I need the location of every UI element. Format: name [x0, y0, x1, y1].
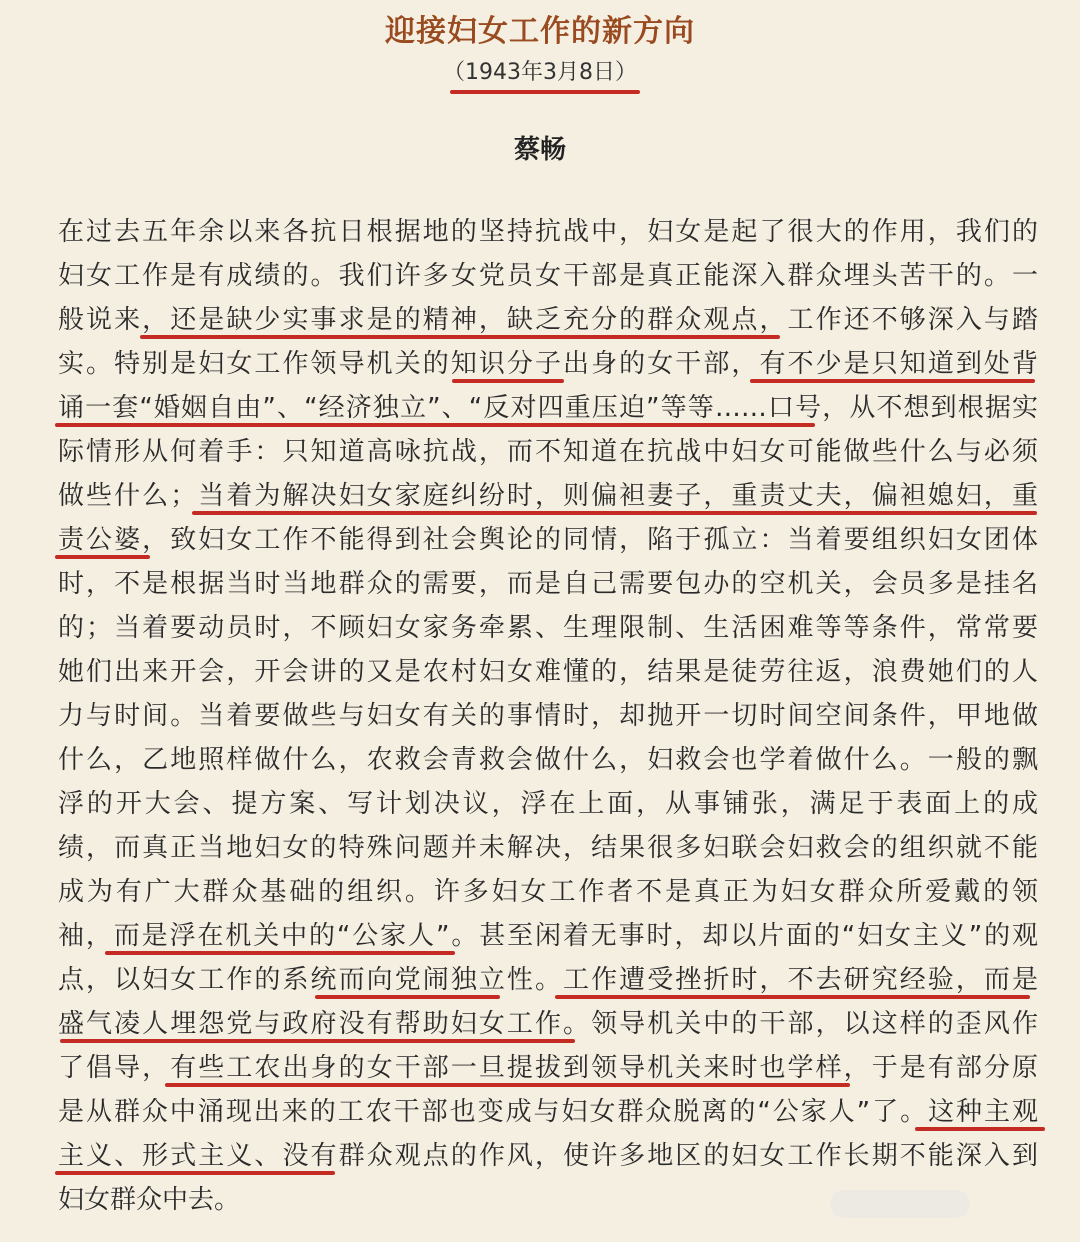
underline-mark [165, 1083, 850, 1087]
paragraph-line: 了倡导，有些工农出身的女干部一旦提拔到领导机关来时也学样，于是有部分原 [58, 1053, 1038, 1083]
paragraph-line: 盛气凌人埋怨党与政府没有帮助妇女工作。领导机关中的干部，以这样的歪风作 [58, 1009, 1038, 1039]
paragraph-line: 诵一套“婚姻自由”、“经济独立”、“反对四重压迫”等等……口号，从不想到根据实 [58, 393, 1038, 423]
underline-mark [140, 335, 780, 339]
paragraph-line: 什么，乙地照样做什么，农救会青救会做什么，妇救会也学着做什么。一般的飘 [58, 745, 1038, 775]
underline-mark [452, 379, 564, 383]
underline-mark [915, 1127, 1045, 1131]
underline-mark [55, 423, 815, 427]
paragraph-line: 成为有广大群众基础的组织。许多妇女工作者不是真正为妇女群众所爱戴的领 [58, 877, 1038, 907]
underline-mark [555, 995, 1030, 999]
paragraph-line: 是从群众中涌现出来的工农干部也变成与妇女群众脱离的“公家人”了。这种主观 [58, 1097, 1038, 1127]
paragraph-line: 她们出来开会，开会讲的又是农村妇女难懂的，结果是徒劳往返，浪费她们的人 [58, 657, 1038, 687]
document-title: 迎接妇女工作的新方向 [385, 14, 695, 49]
paragraph-line: 的；当着要动员时，不顾妇女家务牵累、生理限制、生活困难等等条件，常常要 [58, 613, 1038, 643]
underline-mark [750, 379, 1035, 383]
paragraph-line: 点，以妇女工作的系统而向党闹独立性。工作遭受挫折时，不去研究经验，而是 [58, 965, 1038, 995]
paragraph-line: 浮的开大会、提方案、写计划决议，浮在上面，从事铺张，满足于表面上的成 [58, 789, 1038, 819]
paragraph-line: 时，不是根据当时当地群众的需要，而是自己需要包办的空机关，会员多是挂名 [58, 569, 1038, 599]
paragraph-line: 责公婆，致妇女工作不能得到社会舆论的同情，陷于孤立：当着要组织妇女团体 [58, 525, 1038, 555]
underline-mark [450, 90, 640, 94]
document-body [58, 210, 1038, 1222]
document-author: 蔡畅 [513, 135, 566, 165]
document-date: （1943年3月8日） [443, 60, 637, 85]
paragraph-line: 在过去五年余以来各抗日根据地的坚持抗战中，妇女是起了很大的作用，我们的 [58, 217, 1038, 247]
paragraph-line: 主义、形式主义、没有群众观点的作风，使许多地区的妇女工作长期不能深入到 [58, 1141, 1038, 1171]
paragraph-line: 般说来，还是缺少实事求是的精神，缺乏充分的群众观点，工作还不够深入与踏 [58, 305, 1038, 335]
underline-mark [60, 1039, 575, 1043]
paragraph-line: 妇女工作是有成绩的。我们许多女党员女干部是真正能深入群众埋头苦干的。一 [58, 261, 1038, 291]
underline-mark [55, 555, 150, 559]
paragraph-line: 袖，而是浮在机关中的“公家人”。甚至闲着无事时，却以片面的“妇女主义”的观 [58, 921, 1038, 951]
underline-mark [315, 995, 500, 999]
watermark [830, 1190, 970, 1218]
paragraph-line: 绩，而真正当地妇女的特殊问题并未解决，结果很多妇联会妇救会的组织就不能 [58, 833, 1038, 863]
paragraph-line: 实。特别是妇女工作领导机关的知识分子出身的女干部，有不少是只知道到处背 [58, 349, 1038, 379]
paragraph-line: 际情形从何着手：只知道高咏抗战，而不知道在抗战中妇女可能做些什么与必须 [58, 437, 1038, 467]
paragraph-line: 做些什么；当着为解决妇女家庭纠纷时，则偏袒妻子，重责丈夫，偏袒媳妇，重 [58, 481, 1038, 511]
underline-mark [55, 1171, 335, 1175]
paragraph-line: 妇女群众中去。 [58, 1185, 241, 1215]
underline-mark [105, 951, 455, 955]
underline-mark [192, 511, 1037, 515]
paragraph-line: 力与时间。当着要做些与妇女有关的事情时，却抛开一切时间空间条件，甲地做 [58, 701, 1038, 731]
